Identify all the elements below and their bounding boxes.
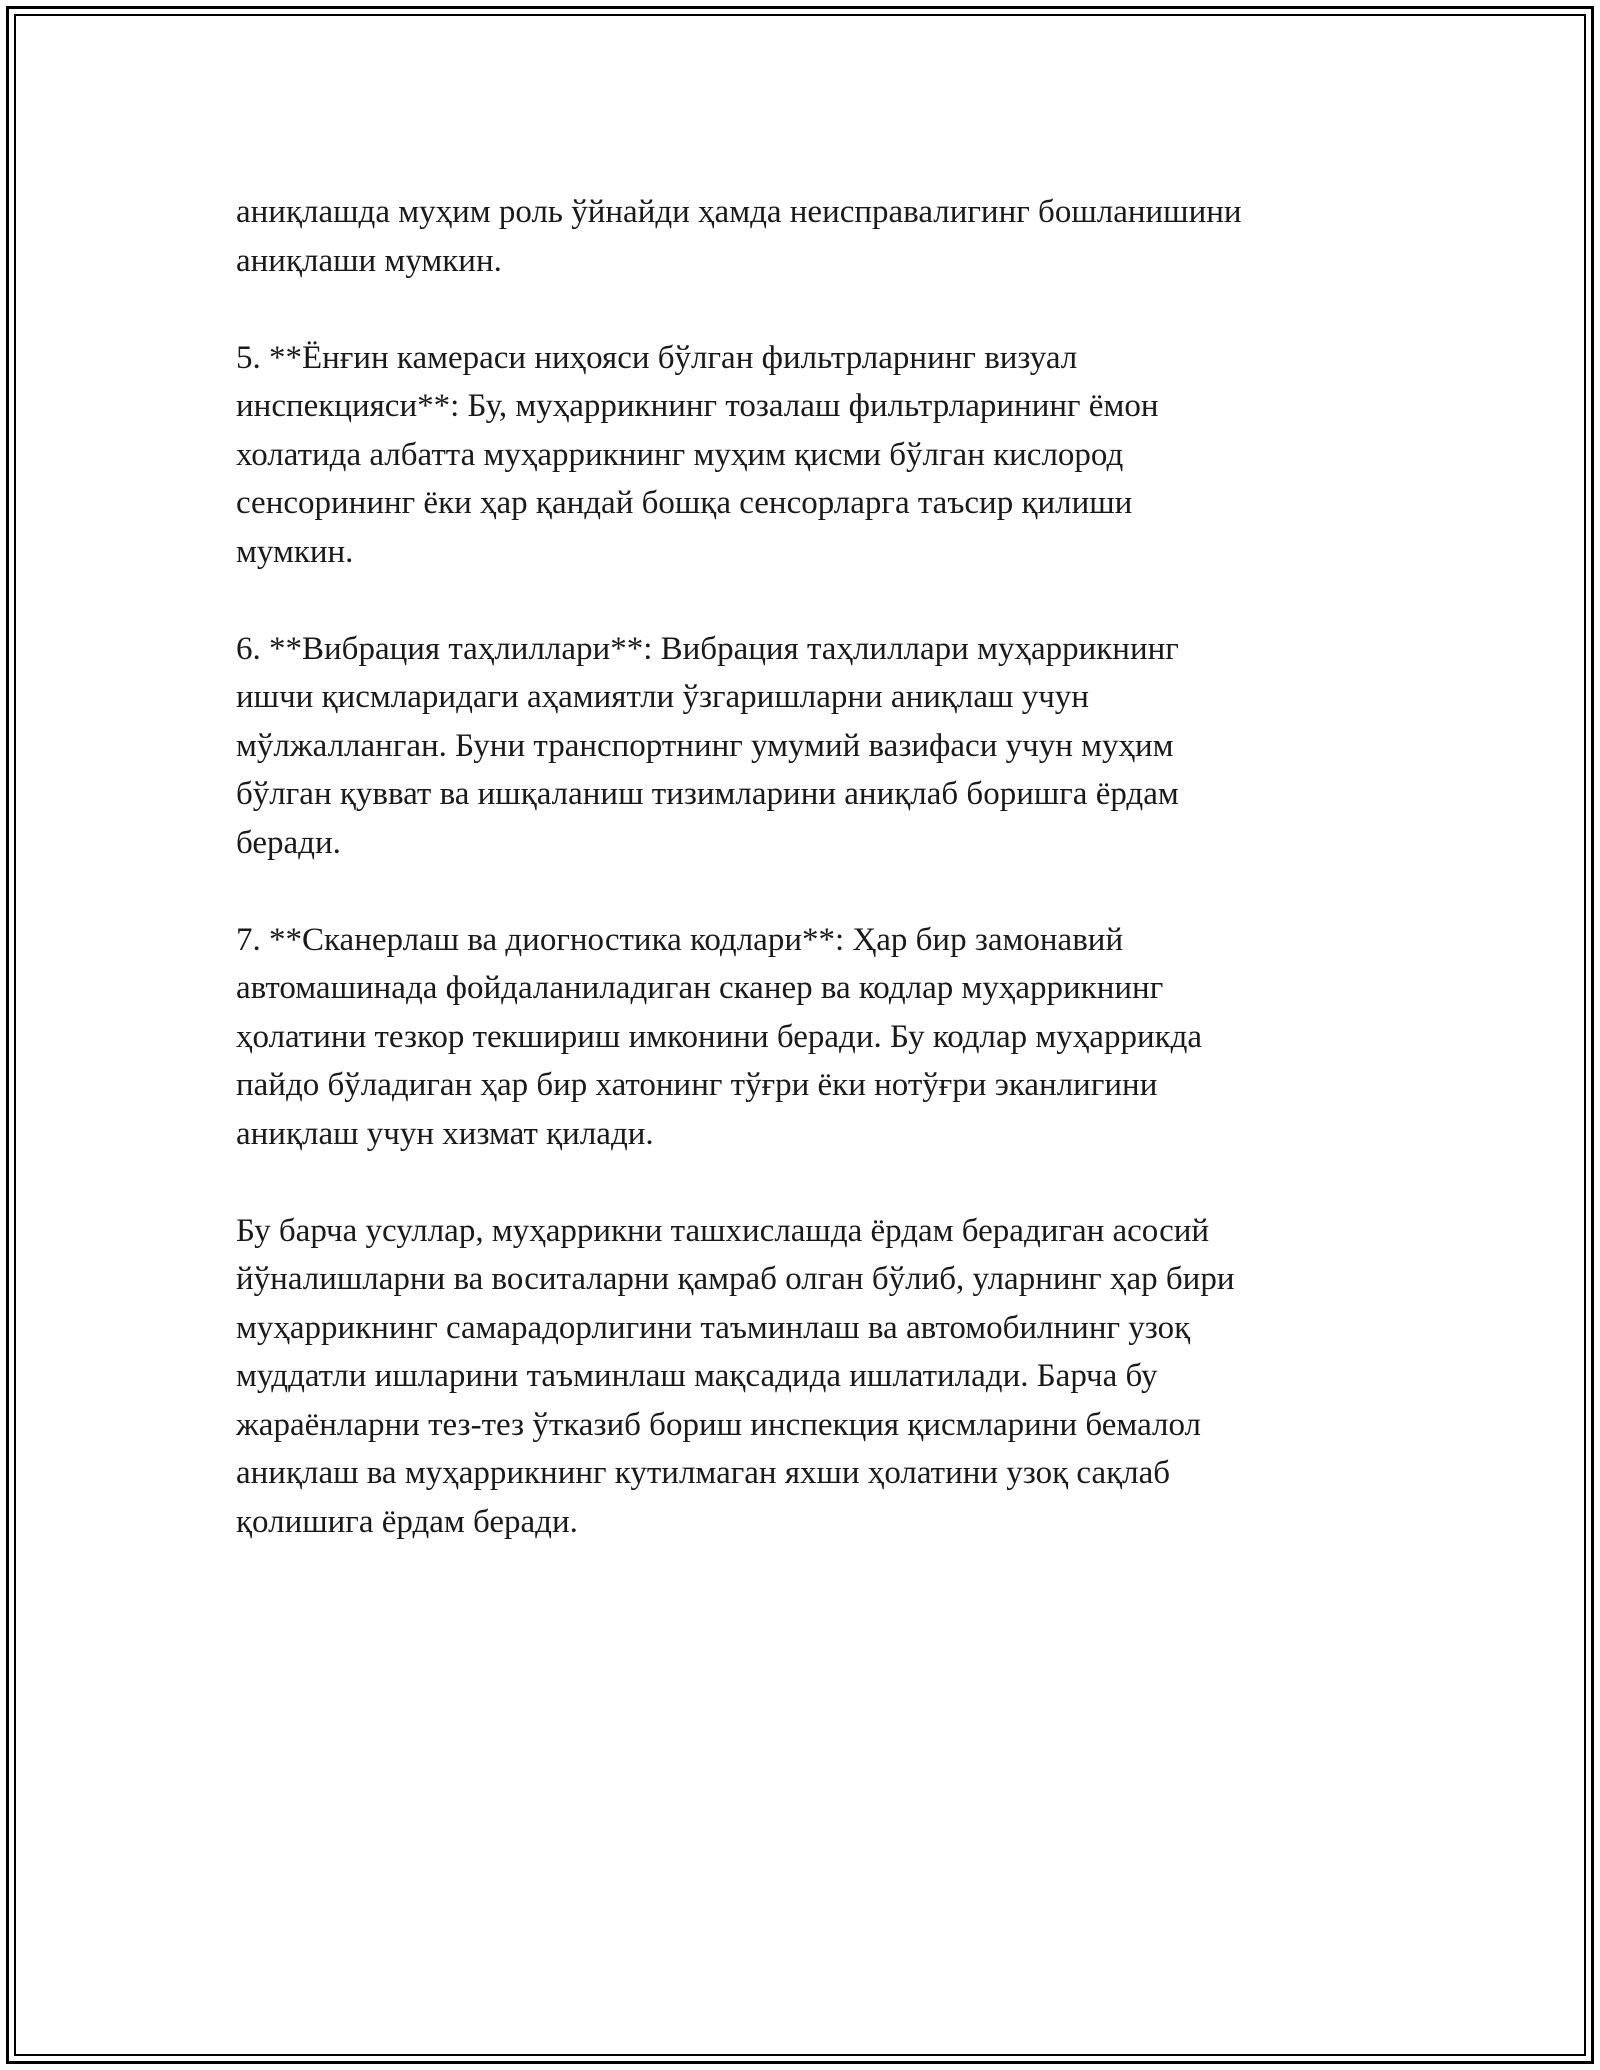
paragraph-conclusion: Бу барча усуллар, муҳаррикни ташхислашда ёрдам берадиган асосий йўналишларни ва воситаларни қамраб олган бўлиб, уларнинг ҳар бири муҳаррикнинг самарадорлигини таъминлаш ва автомобилнинг узоқ муддатли ишларини таъминлаш мақсадида ишлатилади. Барча бу жараёнларни тез-тез ўтказиб бориш инспекция қисмларини бемалол аниқлаш ва муҳаррикнинг кутилмаган яхши ҳолатини узоқ сақлаб қолишига ёрдам беради. [236,1212,1235,1540]
paragraph-item-5: 5. **Ёнғин камераси ниҳояси бўлган фильтрларнинг визуал инспекцияси**: Бу, муҳаррикнинг тозалаш фильтрларининг ёмон холатида албатта муҳаррикнинг муҳим қисми бўлган кислород сенсорининг ёки ҳар қандай бошқа сенсорларга таъсир қилиши мумкин. [236,339,1159,570]
document-body [236,188,1366,1595]
paragraph-item-6: 6. **Вибрация таҳлиллари**: Вибрация таҳлиллари муҳаррикнинг ишчи қисмларидаги аҳамиятли ўзгаришларни аниқлаш учун мўлжалланган. Буни транспортнинг умумий вазифаси учун муҳим бўлган қувват ва ишқаланиш тизимларини аниқлаб боришга ёрдам беради. [236,630,1179,861]
paragraph-item-7: 7. **Сканерлаш ва диогностика кодлари**: Ҳар бир замонавий автомашинада фойдаланиладиган сканер ва кодлар муҳаррикнинг ҳолатини тезкор текшириш имконини беради. Бу кодлар муҳаррикда пайдо бўладиган ҳар бир хатонинг тўғри ёки нотўғри эканлигини аниқлаш учун хизмат қилади. [236,921,1203,1152]
paragraph-continuation: аниқлашда муҳим роль ўйнайди ҳамда неисправалигинг бошланишини аниқлаши мумкин. [236,194,1242,279]
